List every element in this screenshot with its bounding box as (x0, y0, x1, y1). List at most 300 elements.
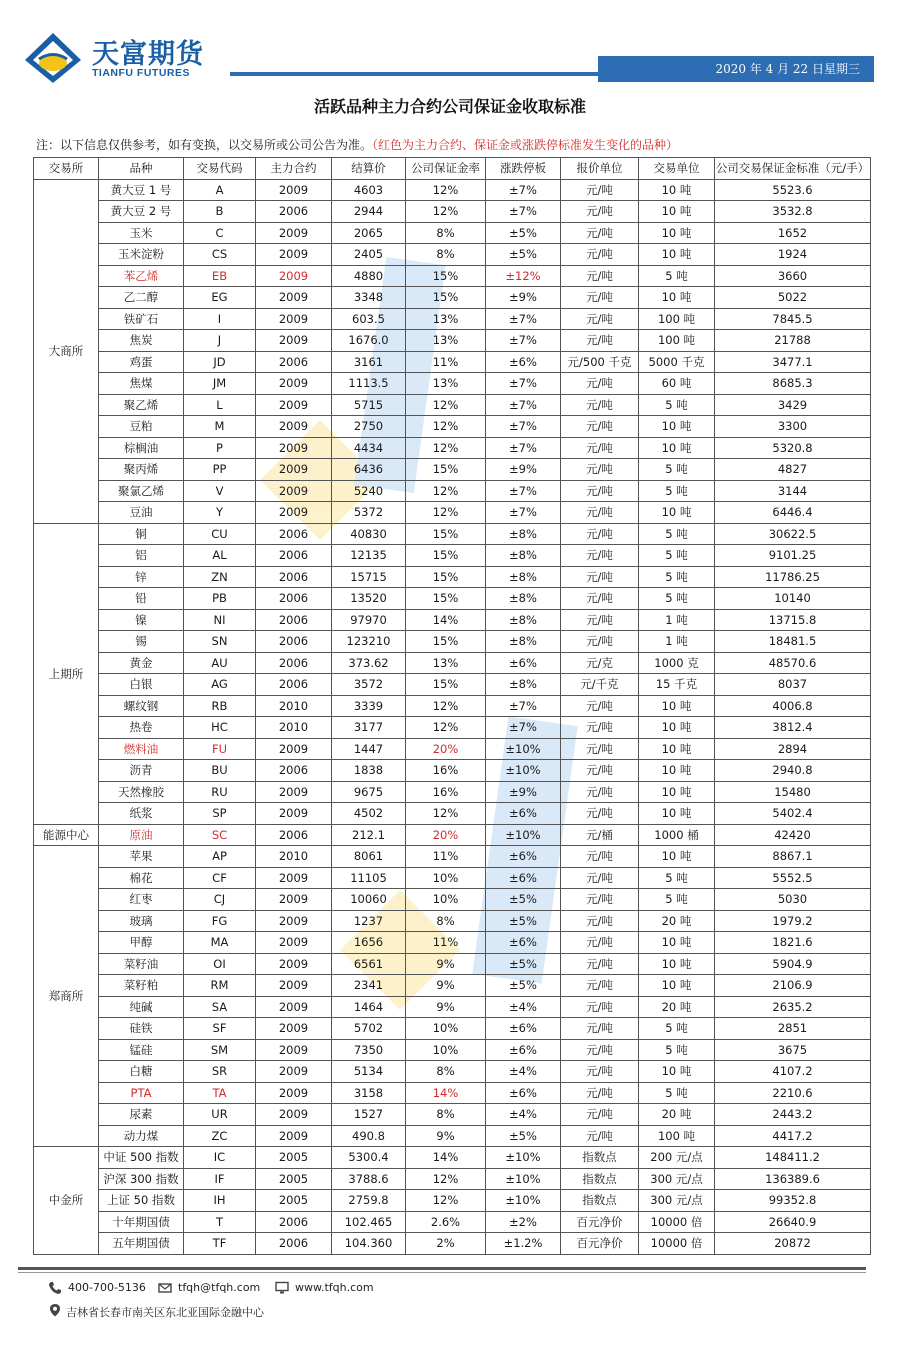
main-contract: 2009 (256, 889, 332, 911)
exchange-name: 中金所 (34, 1147, 99, 1255)
exchange-name: 郑商所 (34, 846, 99, 1147)
quote-unit: 元/吨 (561, 1082, 639, 1104)
page-header (0, 0, 900, 90)
main-contract: 2009 (256, 287, 332, 309)
product-name: 菜籽粕 (99, 975, 184, 997)
margin-amount: 8867.1 (715, 846, 871, 868)
margin-rate: 9% (406, 975, 486, 997)
trade-code: T (184, 1211, 256, 1233)
margin-rate: 12% (406, 803, 486, 825)
settlement-price: 12135 (332, 545, 406, 567)
table-row (34, 631, 871, 653)
settlement-price: 2405 (332, 244, 406, 266)
margin-rate: 12% (406, 1168, 486, 1190)
margin-amount: 99352.8 (715, 1190, 871, 1212)
product-name: 苹果 (99, 846, 184, 868)
email-icon (158, 1281, 172, 1295)
quote-unit: 元/吨 (561, 867, 639, 889)
table-row (34, 222, 871, 244)
margin-rate: 11% (406, 846, 486, 868)
quote-unit: 元/吨 (561, 695, 639, 717)
trade-code: J (184, 330, 256, 352)
trade-code: CJ (184, 889, 256, 911)
trade-unit: 5 吨 (639, 867, 715, 889)
trade-unit: 10 吨 (639, 932, 715, 954)
margin-amount: 26640.9 (715, 1211, 871, 1233)
header-date: 2020 年 4 月 22 日星期三 (715, 62, 860, 76)
main-contract: 2009 (256, 1039, 332, 1061)
settlement-price: 10060 (332, 889, 406, 911)
settlement-price: 5240 (332, 480, 406, 502)
trade-code: SC (184, 824, 256, 846)
product-name: 动力煤 (99, 1125, 184, 1147)
price-limit: ±6% (486, 1082, 561, 1104)
product-name: 锡 (99, 631, 184, 653)
margin-amount: 3429 (715, 394, 871, 416)
main-contract: 2009 (256, 394, 332, 416)
settlement-price: 3339 (332, 695, 406, 717)
settlement-price: 13520 (332, 588, 406, 610)
margin-rate: 15% (406, 545, 486, 567)
margin-amount: 30622.5 (715, 523, 871, 545)
margin-amount: 5523.6 (715, 179, 871, 201)
trade-code: FG (184, 910, 256, 932)
margin-rate: 15% (406, 674, 486, 696)
trade-code: SA (184, 996, 256, 1018)
price-limit: ±7% (486, 695, 561, 717)
margin-rate: 20% (406, 824, 486, 846)
product-name: 豆油 (99, 502, 184, 524)
product-name: 沥青 (99, 760, 184, 782)
margin-amount: 5320.8 (715, 437, 871, 459)
trade-unit: 1 吨 (639, 609, 715, 631)
price-limit: ±7% (486, 201, 561, 223)
trade-unit: 1000 桶 (639, 824, 715, 846)
product-name: 燃料油 (99, 738, 184, 760)
price-limit: ±12% (486, 265, 561, 287)
table-row (34, 609, 871, 631)
trade-code: TA (184, 1082, 256, 1104)
price-limit: ±7% (486, 717, 561, 739)
margin-amount: 3660 (715, 265, 871, 287)
trade-unit: 10 吨 (639, 502, 715, 524)
table-row (34, 459, 871, 481)
main-contract: 2009 (256, 738, 332, 760)
margin-amount: 4107.2 (715, 1061, 871, 1083)
settlement-price: 3348 (332, 287, 406, 309)
trade-unit: 5 吨 (639, 394, 715, 416)
monitor-icon (275, 1281, 289, 1295)
margin-amount: 3812.4 (715, 717, 871, 739)
table-row (34, 437, 871, 459)
trade-unit: 200 元/点 (639, 1147, 715, 1169)
settlement-price: 212.1 (332, 824, 406, 846)
table-row (34, 1233, 871, 1255)
trade-code: P (184, 437, 256, 459)
margin-rate: 12% (406, 480, 486, 502)
price-limit: ±8% (486, 631, 561, 653)
price-limit: ±5% (486, 910, 561, 932)
margin-rate: 11% (406, 932, 486, 954)
table-row (34, 308, 871, 330)
main-contract: 2009 (256, 996, 332, 1018)
phone-icon (48, 1281, 62, 1295)
settlement-price: 2944 (332, 201, 406, 223)
settlement-price: 5300.4 (332, 1147, 406, 1169)
margin-rate: 12% (406, 437, 486, 459)
price-limit: ±10% (486, 1168, 561, 1190)
price-limit: ±7% (486, 179, 561, 201)
margin-rate: 12% (406, 1190, 486, 1212)
trade-code: RU (184, 781, 256, 803)
settlement-price: 5134 (332, 1061, 406, 1083)
table-row (34, 394, 871, 416)
price-limit: ±6% (486, 932, 561, 954)
price-limit: ±5% (486, 889, 561, 911)
margin-amount: 1924 (715, 244, 871, 266)
trade-code: A (184, 179, 256, 201)
margin-rate: 8% (406, 1104, 486, 1126)
trade-unit: 10 吨 (639, 222, 715, 244)
price-limit: ±6% (486, 1018, 561, 1040)
location-pin-icon (48, 1303, 62, 1317)
main-contract: 2010 (256, 717, 332, 739)
product-name: 菜籽油 (99, 953, 184, 975)
table-row (34, 1147, 871, 1169)
trade-code: ZC (184, 1125, 256, 1147)
margin-rate: 12% (406, 201, 486, 223)
trade-unit: 10 吨 (639, 738, 715, 760)
product-name: 热卷 (99, 717, 184, 739)
trade-code: I (184, 308, 256, 330)
trade-code: CU (184, 523, 256, 545)
trade-unit: 10 吨 (639, 287, 715, 309)
table-row (34, 287, 871, 309)
quote-unit: 元/吨 (561, 308, 639, 330)
product-name: 上证 50 指数 (99, 1190, 184, 1212)
margin-amount: 5030 (715, 889, 871, 911)
footer-website[interactable]: www.tfqh.com (295, 1281, 374, 1294)
trade-unit: 10 吨 (639, 717, 715, 739)
margin-table (33, 157, 871, 1255)
quote-unit: 元/吨 (561, 244, 639, 266)
product-name: 镍 (99, 609, 184, 631)
trade-code: CS (184, 244, 256, 266)
main-contract: 2006 (256, 351, 332, 373)
trade-unit: 1000 克 (639, 652, 715, 674)
column-header: 交易所 (34, 158, 99, 180)
main-contract: 2010 (256, 846, 332, 868)
margin-rate: 9% (406, 1125, 486, 1147)
trade-code: AU (184, 652, 256, 674)
quote-unit: 元/吨 (561, 738, 639, 760)
margin-rate: 15% (406, 588, 486, 610)
quote-unit: 元/吨 (561, 975, 639, 997)
trade-unit: 60 吨 (639, 373, 715, 395)
margin-amount: 8037 (715, 674, 871, 696)
product-name: 黄大豆 1 号 (99, 179, 184, 201)
product-name: 天然橡胶 (99, 781, 184, 803)
margin-amount: 48570.6 (715, 652, 871, 674)
trade-unit: 10 吨 (639, 437, 715, 459)
margin-rate: 15% (406, 566, 486, 588)
price-limit: ±7% (486, 394, 561, 416)
trade-code: TF (184, 1233, 256, 1255)
price-limit: ±5% (486, 244, 561, 266)
product-name: 铅 (99, 588, 184, 610)
price-limit: ±2% (486, 1211, 561, 1233)
margin-rate: 13% (406, 652, 486, 674)
table-row (34, 910, 871, 932)
main-contract: 2005 (256, 1168, 332, 1190)
product-name: 硅铁 (99, 1018, 184, 1040)
trade-unit: 100 吨 (639, 330, 715, 352)
trade-code: SR (184, 1061, 256, 1083)
trade-unit: 1 吨 (639, 631, 715, 653)
settlement-price: 15715 (332, 566, 406, 588)
price-limit: ±6% (486, 803, 561, 825)
price-limit: ±6% (486, 846, 561, 868)
price-limit: ±6% (486, 867, 561, 889)
footer-email[interactable]: tfqh@tfqh.com (178, 1281, 261, 1294)
product-name: 黄金 (99, 652, 184, 674)
product-name: 乙二醇 (99, 287, 184, 309)
settlement-price: 2750 (332, 416, 406, 438)
main-contract: 2009 (256, 910, 332, 932)
trade-code: BU (184, 760, 256, 782)
main-contract: 2006 (256, 631, 332, 653)
price-limit: ±1.2% (486, 1233, 561, 1255)
margin-amount: 2851 (715, 1018, 871, 1040)
trade-unit: 300 元/点 (639, 1190, 715, 1212)
quote-unit: 元/吨 (561, 781, 639, 803)
product-name: 鸡蛋 (99, 351, 184, 373)
margin-rate: 8% (406, 244, 486, 266)
header-stripe (230, 72, 630, 76)
margin-amount: 42420 (715, 824, 871, 846)
price-limit: ±6% (486, 1039, 561, 1061)
trade-unit: 5 吨 (639, 523, 715, 545)
price-limit: ±8% (486, 523, 561, 545)
table-row (34, 996, 871, 1018)
margin-amount: 20872 (715, 1233, 871, 1255)
quote-unit: 元/吨 (561, 394, 639, 416)
price-limit: ±10% (486, 760, 561, 782)
quote-unit: 元/吨 (561, 717, 639, 739)
trade-unit: 10 吨 (639, 1061, 715, 1083)
settlement-price: 1527 (332, 1104, 406, 1126)
margin-amount: 2106.9 (715, 975, 871, 997)
column-header: 结算价 (332, 158, 406, 180)
margin-rate: 12% (406, 394, 486, 416)
main-contract: 2009 (256, 265, 332, 287)
table-row (34, 781, 871, 803)
trade-code: IC (184, 1147, 256, 1169)
column-header: 品种 (99, 158, 184, 180)
main-contract: 2009 (256, 373, 332, 395)
table-row (34, 588, 871, 610)
trade-unit: 10 吨 (639, 201, 715, 223)
margin-rate: 2% (406, 1233, 486, 1255)
main-contract: 2009 (256, 1125, 332, 1147)
settlement-price: 3158 (332, 1082, 406, 1104)
exchange-name: 能源中心 (34, 824, 99, 846)
quote-unit: 元/吨 (561, 566, 639, 588)
trade-code: CF (184, 867, 256, 889)
trade-code: C (184, 222, 256, 244)
settlement-price: 1237 (332, 910, 406, 932)
price-limit: ±10% (486, 1190, 561, 1212)
table-row (34, 351, 871, 373)
settlement-price: 5715 (332, 394, 406, 416)
footer-divider-thin (18, 1272, 866, 1273)
product-name: 玉米淀粉 (99, 244, 184, 266)
trade-unit: 5 吨 (639, 1082, 715, 1104)
trade-code: MA (184, 932, 256, 954)
product-name: 十年期国债 (99, 1211, 184, 1233)
trade-code: L (184, 394, 256, 416)
trade-unit: 100 吨 (639, 1125, 715, 1147)
margin-amount: 7845.5 (715, 308, 871, 330)
note-text: 注：以下信息仅供参考，如有变换，以交易所或公司公告为准。 (36, 138, 373, 152)
table-row (34, 652, 871, 674)
price-limit: ±7% (486, 308, 561, 330)
quote-unit: 元/吨 (561, 373, 639, 395)
exchange-name: 上期所 (34, 523, 99, 824)
table-row (34, 1082, 871, 1104)
quote-unit: 元/吨 (561, 609, 639, 631)
column-header: 公司交易保证金标准（元/手） (715, 158, 871, 180)
margin-rate: 10% (406, 867, 486, 889)
table-row (34, 1018, 871, 1040)
quote-unit: 指数点 (561, 1190, 639, 1212)
trade-code: M (184, 416, 256, 438)
price-limit: ±5% (486, 1125, 561, 1147)
margin-rate: 2.6% (406, 1211, 486, 1233)
margin-rate: 20% (406, 738, 486, 760)
product-name: 原油 (99, 824, 184, 846)
trade-code: FU (184, 738, 256, 760)
table-row (34, 932, 871, 954)
trade-code: HC (184, 717, 256, 739)
main-contract: 2006 (256, 201, 332, 223)
quote-unit: 元/吨 (561, 932, 639, 954)
quote-unit: 元/吨 (561, 201, 639, 223)
main-contract: 2009 (256, 179, 332, 201)
trade-unit: 15 千克 (639, 674, 715, 696)
margin-amount: 21788 (715, 330, 871, 352)
main-contract: 2006 (256, 566, 332, 588)
margin-amount: 4827 (715, 459, 871, 481)
price-limit: ±7% (486, 330, 561, 352)
margin-rate: 13% (406, 330, 486, 352)
trade-code: AL (184, 545, 256, 567)
margin-rate: 14% (406, 1147, 486, 1169)
trade-unit: 300 元/点 (639, 1168, 715, 1190)
margin-rate: 14% (406, 1082, 486, 1104)
settlement-price: 40830 (332, 523, 406, 545)
settlement-price: 4434 (332, 437, 406, 459)
column-header: 交易单位 (639, 158, 715, 180)
price-limit: ±6% (486, 351, 561, 373)
product-name: 黄大豆 2 号 (99, 201, 184, 223)
margin-rate: 16% (406, 781, 486, 803)
settlement-price: 5702 (332, 1018, 406, 1040)
quote-unit: 元/吨 (561, 1061, 639, 1083)
price-limit: ±9% (486, 287, 561, 309)
quote-unit: 元/吨 (561, 437, 639, 459)
quote-unit: 元/吨 (561, 265, 639, 287)
main-contract: 2006 (256, 760, 332, 782)
settlement-price: 6436 (332, 459, 406, 481)
table-body (34, 179, 871, 1254)
trade-unit: 5 吨 (639, 480, 715, 502)
table-row (34, 846, 871, 868)
margin-amount: 1652 (715, 222, 871, 244)
main-contract: 2009 (256, 459, 332, 481)
quote-unit: 元/吨 (561, 480, 639, 502)
margin-amount: 4006.8 (715, 695, 871, 717)
price-limit: ±5% (486, 975, 561, 997)
trade-code: RB (184, 695, 256, 717)
product-name: PTA (99, 1082, 184, 1104)
settlement-price: 97970 (332, 609, 406, 631)
trade-unit: 5 吨 (639, 588, 715, 610)
product-name: 纯碱 (99, 996, 184, 1018)
trade-unit: 100 吨 (639, 308, 715, 330)
margin-rate: 12% (406, 416, 486, 438)
table-header-row (34, 158, 871, 180)
margin-amount: 5552.5 (715, 867, 871, 889)
quote-unit: 元/克 (561, 652, 639, 674)
main-contract: 2006 (256, 1233, 332, 1255)
settlement-price: 123210 (332, 631, 406, 653)
trade-unit: 5 吨 (639, 545, 715, 567)
table-row (34, 1104, 871, 1126)
margin-amount: 5402.4 (715, 803, 871, 825)
product-name: 铝 (99, 545, 184, 567)
trade-code: AG (184, 674, 256, 696)
settlement-price: 3177 (332, 717, 406, 739)
table-row (34, 330, 871, 352)
price-limit: ±7% (486, 416, 561, 438)
main-contract: 2006 (256, 674, 332, 696)
margin-rate: 12% (406, 502, 486, 524)
quote-unit: 元/吨 (561, 545, 639, 567)
trade-code: IF (184, 1168, 256, 1190)
trade-code: JD (184, 351, 256, 373)
price-limit: ±4% (486, 1104, 561, 1126)
settlement-price: 1676.0 (332, 330, 406, 352)
main-contract: 2009 (256, 975, 332, 997)
trade-unit: 20 吨 (639, 996, 715, 1018)
main-contract: 2009 (256, 330, 332, 352)
price-limit: ±6% (486, 652, 561, 674)
quote-unit: 指数点 (561, 1168, 639, 1190)
margin-rate: 10% (406, 1039, 486, 1061)
margin-amount: 18481.5 (715, 631, 871, 653)
settlement-price: 2341 (332, 975, 406, 997)
settlement-price: 102.465 (332, 1211, 406, 1233)
trade-unit: 5 吨 (639, 566, 715, 588)
table-row (34, 523, 871, 545)
trade-unit: 5000 千克 (639, 351, 715, 373)
trade-code: PB (184, 588, 256, 610)
trade-unit: 5 吨 (639, 889, 715, 911)
settlement-price: 1464 (332, 996, 406, 1018)
settlement-price: 104.360 (332, 1233, 406, 1255)
footer-divider (18, 1267, 866, 1270)
